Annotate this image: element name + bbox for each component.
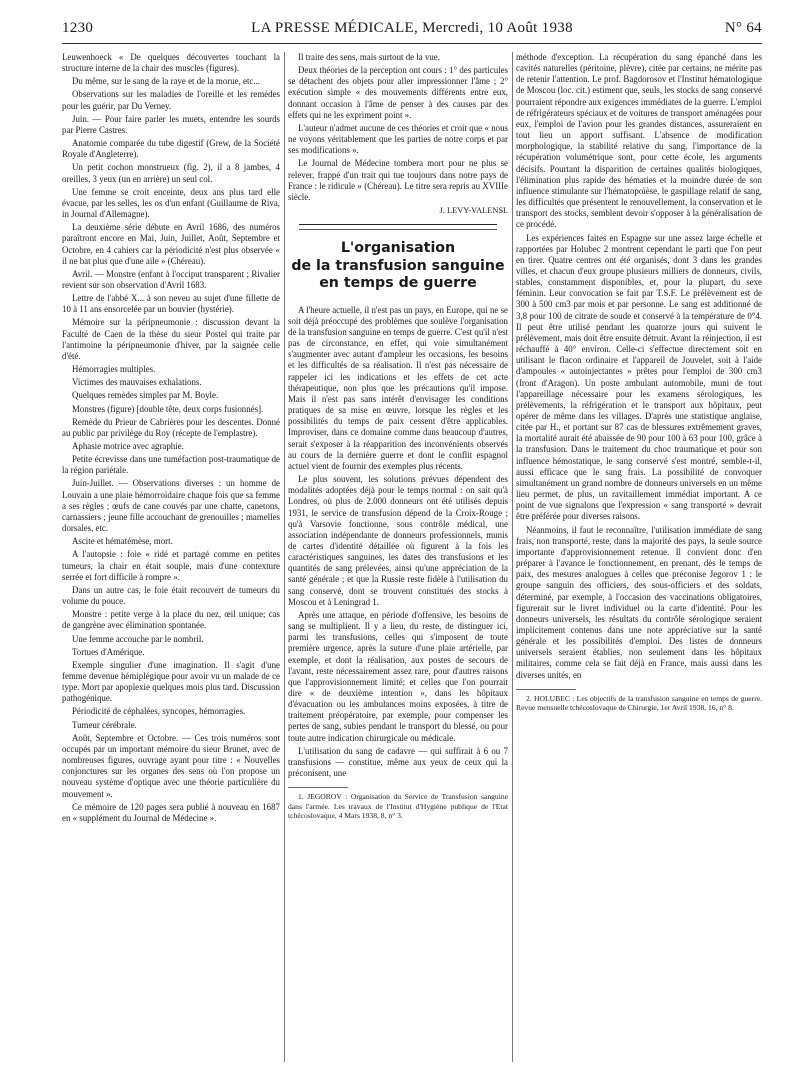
page-header [62,20,762,42]
paragraph: Juin-Juillet. — Observations diverses : un homme de Louvain a une plaie hémorroïdaire chaque fois que sa femme a ses règles ; œufs de cane couvés par une chatte, canetons, carnassiers ; jeune fille accouchant de grenouilles ; mamelles dorsales, etc. [62,478,280,534]
paragraph: Ce mémoire de 120 pages sera publié à nouveau en 1687 en « supplément du Journal de Médecine ». [62,801,280,823]
paragraph: Monstres (figure) [double tête, deux corps fusionnés]. [72,403,264,414]
column-separator-1 [284,52,285,1062]
paragraph: L'auteur n'admet aucune de ces théories et croit que « nous ne voyons véritablement que les parties de notre corps et par ses modifications ». [288,122,508,156]
paragraph: Exemple singulier d'une imagination. Il s'agit d'une femme devenue hémiplégique pour avoir vu un malade de ce type. Mort par apoplexie quelques mois plus tard. Discussion pathogénique. [62,659,280,704]
paragraph: Remède du Prieur de Cabrières pour les descentes. Donné au public par privilège du Roy (récepte de l'emplastre). [62,416,280,438]
paragraph: Le plus souvent, les solutions prévues dépendent des modalités adoptées déjà pour le temps normal : on sait qu'à Londres, où plus de 2.000 donneurs ont été utilisés depuis 1931, le service de transfusion dépend de la Croix-Rouge ; qu'à Varsovie fonctionne, sous contrôle médical, une association indépendante de donneurs professionnels, munis de cartes d'identité détaillée où figurent à la fois les caractéristiques sanguines, les dates des transfusions et les quantités de sang prélevées, ainsi qu'une appréciation de la santé générale ; et que la Russie reste fidèle à l'utilisation du sang conservé, dont se trouvent constitués des stocks à Moscou et à Leningrad 1. [288,474,508,607]
paragraph: Après une attaque, en période d'offensive, les besoins de sang se multiplient. Il y a lieu, du reste, de distinguer ici, parmi les transfusions, celles qui s'imposent de toute première urgence, après la suture d'une plaie artérielle, par exemple, et dont la réalisation, aux postes de secours de l'avant, reste nécessairement assez rare, pour d'autres raisons que l'approvisionnement limité; et celles que l'on pourrait dire « de deuxième intention », dans les hôpitaux d'évacuation ou les ambulances moins exposées, à titre de traitement préopératoire, par exemple, pour compenser les pertes de sang, subies pendant le transport du blessé, ou pour toute autre indication chirurgicale ou médicale. [288,609,508,743]
article-title-line: L'organisation [340,240,456,257]
paragraph: Aphasie motrice avec agraphie. [72,441,184,451]
paragraph: Une femme se croit enceinte, deux ans plus tard elle évacue, par les selles, les os d'un enfant (Guillaume de Riva, in Journal d'Allemagne). [62,186,280,220]
article-title-line: en temps de guerre [319,275,477,292]
section-rule-thin [299,229,497,230]
column-2 [288,52,508,822]
article-title [288,240,508,293]
paragraph: A l'autopsie : foie « ridé et partagé comme en petites tumeurs, la chair en était souple, mais d'une contexture serrée et fort difficile à rompre ». [62,549,280,582]
paragraph: Le Journal de Médecine tombera mort pour ne plus se relever, frappé d'un trait qui tue toujours dans notre pays de France : le ridicule » (Chéreau). Le titre sera repris au XVIIIe siècle. [288,158,508,202]
column-3 [516,52,762,715]
paragraph: Avril. — Monstre (enfant à l'occiput transparent ; Rivalier revient sur son observation d'Avril 1683. [62,268,280,290]
paragraph: Dans un autre cas, le foie était recouvert de tumeurs du volume du pouce. [62,584,280,607]
paragraph: Les expériences faites en Espagne sur une assez large échelle et rapportées par Holubec 2 montrent cependant le parti que l'on peut en tirer. Quatre centres ont été organisés, dont 3 dans les grandes villes, et chacun d'eux groupe plusieurs milliers de donneurs, civils, stables, constamment disponibles, et, pour la plupart, du sexe féminin. Leur convocation se fait par T.S.F. Le prélèvement est de 300 à 500 cm3 par mois et par personne. Le sang est additionné de 3,8 pour 100 de citrate de soude et conservé à la température de 0°4. Il peut être utilisé pendant les quatorze jours qui suivent le prélèvement, mais doit être ensuite détruit. Avant la réinjection, il est réchauffé à 40° environ. Celle-ci s'effectue directement soit en utilisant le flacon ordinaire et l'appareil de Jouvelet, soit à l'aide d'ampoules « autoinjectantes » prêtes pour l'emploi de 300 cm3 (front d'Aragon). Un poste ambulant automobile, muni de tout l'appareillage nécessaire pour les examens sérologiques, les prélèvements, la réfrigération et le transport aux hôpitaux, peut opérer de même dans les villages. D'après une statistique anglaise, citée par H., et portant sur 87 cas de blessures extrêmement graves, la mortalité aurait été abaissée de 90 pour 100 à 63 pour 100, grâce à la transfusion. Dans le traitement du choc traumatique et pour son influence hémostatique, le sang conservé s'est montré, semble-t-il, aussi efficace que le sang frais. La possibilité de convoquer simultanément un grand nombre de donneurs universels en un même lieu permet, de plus, un ravitaillement immédiat important. A ce point de vue signalons que l'expression « sang transporté » devrait être préférée pour diverses raisons. [516,232,762,522]
paragraph: Tortues d'Amérique. [72,646,145,657]
paragraph: Victimes des mauvaises exhalations. [72,377,202,388]
paragraph: L'utilisation du sang de cadavre — qui suffirait à 6 ou 7 transfusions — constitue, même aux yeux de ceux qui la préconisent, une [288,745,508,779]
paragraph: Août, Septembre et Octobre. — Ces trois numéros sont occupés par un important mémoire du sieur Brunet, avec de nombreuses figures, ouvrage ayant pour titre : « Nouvelles conjonctures sur les organes des sens où l'on propose un nouveau système d'optique avec une théorie particulière du mouvement ». [62,732,280,799]
paragraph: Hémorragies multiples. [72,364,156,375]
paragraph: Quelques remèdes simples par M. Boyle. [72,390,219,401]
header-rule [62,43,762,44]
article-title-line: de la transfusion sanguine [291,257,505,274]
page-number: 1230 [62,20,94,36]
paragraph: Observations sur les maladies de l'oreille et les remèdes pour les guérir, par Du Verney. [62,89,280,111]
paragraph: Juin. — Pour faire parler les muets, entendre les sourds par Pierre Castres. [62,113,280,135]
paragraph: Une femme accouche par le nombril. [72,633,204,644]
section-rule-thick [299,224,497,225]
paragraph: Deux théories de la perception ont cours : 1° des particules se détachent des objets pour aller impressionner l'âme ; 2° exécution simple « des mouvements différents entre eux, donnant occasion à l'âme de penser à des causes par des effets qui ne les expriment point ». [288,65,508,120]
footnote: 2. HOLUBEC : Les objectifs de la transfusion sanguine en temps de guerre. Revue mensuelle tchécoslovaque de Chirurgie, 1er Avril 1938, 16, n° 8. [516,693,762,713]
paragraph: Néanmoins, il faut le reconnaître, l'utilisation immédiate de sang frais, non transporté, reste, dans la majorité des pays, la seule source importante d'approvisionnement retenue. Il convient donc d'en préparer à l'avance le fonctionnement, en prenant, dès le temps de paix, des mesures analogues à celles que préconise Jegorov 1 : le groupe sanguin des officiers, des sous-officiers et des soldats, déterminé, par exemple, à l'occasion des vaccinations obligatoires, figurerait sur le livret individuel ou la carte d'identité. Pour les donneurs universels, les résultats du contrôle sérologique seraient implicitement contenus dans une note appréciative sur la santé générale et les possibilités d'emploi. Des listes de donneurs universels seraient établies, non seulement dans les hôpitaux militaires, comme cela se fait déjà en France, mais aussi dans les diverses unités, en [516,524,762,680]
paragraph: Tumeur cérébrale. [72,719,137,730]
column-1 [62,52,280,826]
paragraph: Un petit cochon monstrueux (fig. 2), il a 8 jambes, 4 oreilles, 3 yeux (un en arrière) un seul col. [62,162,280,184]
paragraph: Leuwenhoeck « De quelques découvertes touchant la structure interne de la chair des muscles (figures). [62,52,280,74]
paragraph: méthode d'exception. La récupération du sang épanché dans les cavités naturelles (péritoine, plèvre), citée par certains, ne mérite pas de retenir l'attention. Le prof. Bagdorosov et l'Institut hématologique de Moscou (loc. cit.) estiment que, seuls, les stocks de sang conservé pourraient répondre aux exigences immédiates de la guerre. L'emploi de réfrigérateurs spéciaux et de voitures de transport aménagées pour eux, l'emploi de l'avion pour les grandes distances, assureraient en tout lieu un apport suffisant. L'absence de modification morphologique, la stabilité relative du sang, l'importance de la récupération volumétrique sont, pour cette école, les arguments décisifs. Pourtant la disparition de certaines qualités biologiques, l'élimination plus rapide des hématies et la moindre durée de son influence stimulante sur l'hématopoïèse, le gaspillage relatif de sang, les difficultés que présentent le renouvellement, la conservation et le transport des stocks, semblent devoir s'opposer à la généralisation de ce procédé. [516,52,762,230]
paragraph: Périodicité de céphalées, syncopes, hémorragies. [72,706,246,717]
journal-title: LA PRESSE MÉDICALE, Mercredi, 10 Août 1938 [251,20,573,36]
footnote-rule [516,689,576,690]
paragraph: Mémoire sur la péripneumonie : discussion devant la Faculté de Caen de la thèse du sieur Postel qui traite par l'antimoine la péripneumonie d'hiver, par la saignée celle d'été. [62,317,280,361]
footnote: 1. JEGOROV : Organisation du Service de Transfusion sanguine dans l'armée. Les travaux de l'Institut d'Hygiène publique de l'Etat tchécoslovaque, 4 Mars 1938, 8, n° 3. [288,792,508,821]
issue-number: N° 64 [724,20,762,36]
column-separator-2 [512,52,513,1062]
paragraph: Petite écrevisse dans une tuméfaction post-traumatique de la région pariétale. [62,454,280,476]
paragraph: La deuxième série débute en Avril 1686, des numéros paraîtront encore en Mai, Juin, Juillet, Août, Septembre et Octobre, en 4 cahiers car la périodicité n'est plus observée « il ne bat plus que d'une aile » (Chéreau). [62,222,280,266]
paragraph: A l'heure actuelle, il n'est pas un pays, en Europe, qui ne se soit déjà préoccupé des problèmes que soulève l'organisation de la transfusion sanguine en temps de guerre. C'est qu'il n'est pas de circonstance, en effet, qui voie simultanément s'augmenter avec autant d'ampleur les occasions, les besoins et les difficultés de sa réalisation. Il n'est pas nécessaire de rappeler ici les indications et les effets de cet acte thérapeutique, non plus que les précautions qu'il impose. Mais il n'est pas sans intérêt d'envisager les conditions pratiques de sa mise en œuvre, lorsque les règles et les possibilités du temps de paix cessent d'être applicables. Improviser, dans ce domaine comme dans beaucoup d'autres, serait s'exposer à la réapparition des inconvénients observés au cours de la dernière guerre et dont le conflit espagnol actuel vient de fournir des exemples plus récents. [288,304,508,471]
paragraph: Anatomie comparée du tube digestif (Grew, de la Société Royale d'Angleterre). [62,138,280,160]
paragraph: Monstre : petite verge à la place du nez, œil unique; cas de gangrène avec élimination spontanée. [62,609,280,631]
footnote-rule [288,787,348,788]
author-signature: J. LEVY-VALENSI. [439,206,508,216]
paragraph: Du même, sur le sang de la raye et de la morue, etc... [72,76,261,87]
paragraph: Ascite et hématémèse, mort. [72,536,173,547]
paragraph: Il traite des sens, mais surtout de la vue. [298,52,440,62]
paragraph: Lettre de l'abbé X... à son neveu au sujet d'une fillette de 10 à 11 ans ensorcelée par un bouvier (hystérie). [62,293,280,315]
